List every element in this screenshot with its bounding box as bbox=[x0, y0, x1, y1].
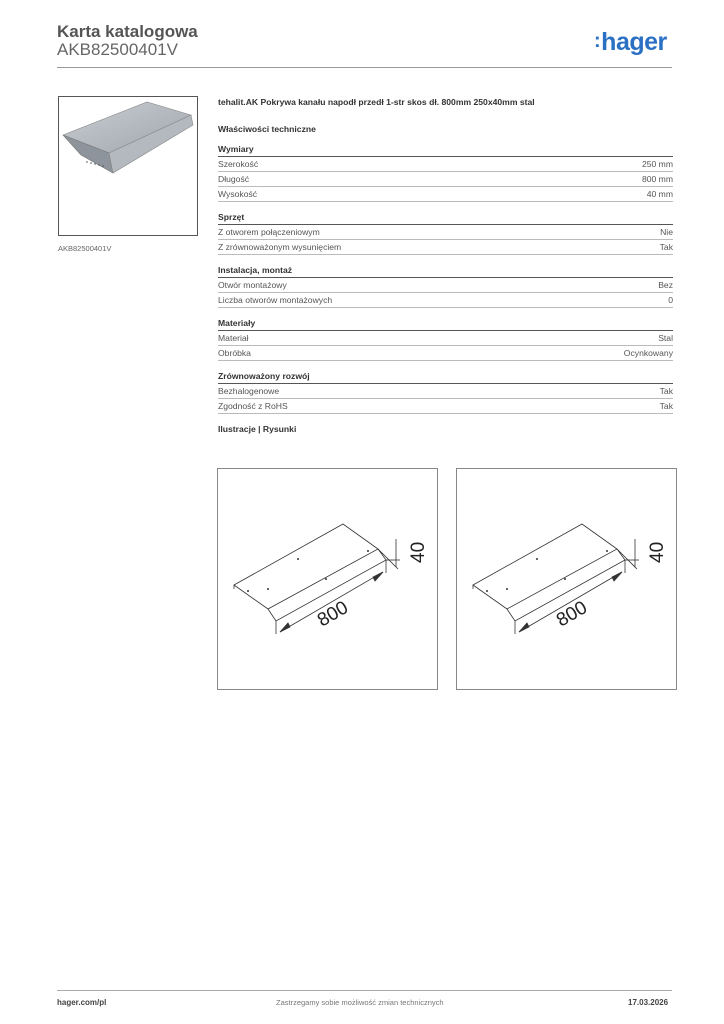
footer-disclaimer: Zastrzegamy sobie możliwość zmian technicznych bbox=[276, 998, 444, 1007]
illustrations-title: Ilustracje | Rysunki bbox=[218, 424, 297, 434]
spec-row: Materiał Stal bbox=[218, 331, 673, 346]
dim-length-label: 800 bbox=[314, 597, 352, 632]
footer-divider bbox=[57, 990, 672, 991]
dim-height-label: 40 bbox=[647, 541, 668, 563]
spec-group-sustainability bbox=[218, 371, 673, 414]
product-details bbox=[218, 97, 673, 434]
footer-date: 17.03.2026 bbox=[628, 998, 669, 1007]
spec-row: Bezhalogenowe Tak bbox=[218, 384, 673, 399]
spec-group-heading: Wymiary bbox=[218, 144, 673, 157]
spec-row: Wysokość 40 mm bbox=[218, 187, 673, 202]
product-image-caption: AKB82500401V bbox=[58, 244, 112, 253]
product-code: AKB82500401V bbox=[57, 40, 178, 59]
spec-row: Otwór montażowy Bez bbox=[218, 278, 673, 293]
spec-row: Zgodność z RoHS Tak bbox=[218, 399, 673, 414]
footer-website-link[interactable]: hager.com/pl bbox=[57, 998, 107, 1007]
spec-row: Długość 800 mm bbox=[218, 172, 673, 187]
spec-group-heading: Zrównoważony rozwój bbox=[218, 371, 673, 384]
dim-height-label: 40 bbox=[408, 541, 429, 563]
spec-group-installation bbox=[218, 265, 673, 308]
spec-group-heading: Materiały bbox=[218, 318, 673, 331]
spec-group-materials bbox=[218, 318, 673, 361]
product-image bbox=[58, 96, 198, 236]
header-divider bbox=[57, 67, 672, 68]
technical-drawing-2 bbox=[456, 468, 677, 690]
document-title: Karta katalogowa bbox=[57, 22, 198, 41]
hager-logo: :hager bbox=[594, 28, 667, 56]
spec-row: Obróbka Ocynkowany bbox=[218, 346, 673, 361]
specs-title: Właściwości techniczne bbox=[218, 124, 316, 134]
technical-drawing-1 bbox=[217, 468, 438, 690]
dim-length-label: 800 bbox=[553, 597, 591, 632]
product-description: tehalit.AK Pokrywa kanału napodł przedł 1-str skos dł. 800mm 250x40mm stal bbox=[218, 97, 535, 107]
spec-row: Szerokość 250 mm bbox=[218, 157, 673, 172]
spec-group-heading: Instalacja, montaż bbox=[218, 265, 673, 278]
spec-row: Z zrównoważonym wysunięciem Tak bbox=[218, 240, 673, 255]
spec-row: Liczba otworów montażowych 0 bbox=[218, 293, 673, 308]
spec-row: Z otworem połączeniowym Nie bbox=[218, 225, 673, 240]
spec-group-heading: Sprzęt bbox=[218, 212, 673, 225]
spec-group-dimensions bbox=[218, 144, 673, 202]
spec-group-hardware bbox=[218, 212, 673, 255]
